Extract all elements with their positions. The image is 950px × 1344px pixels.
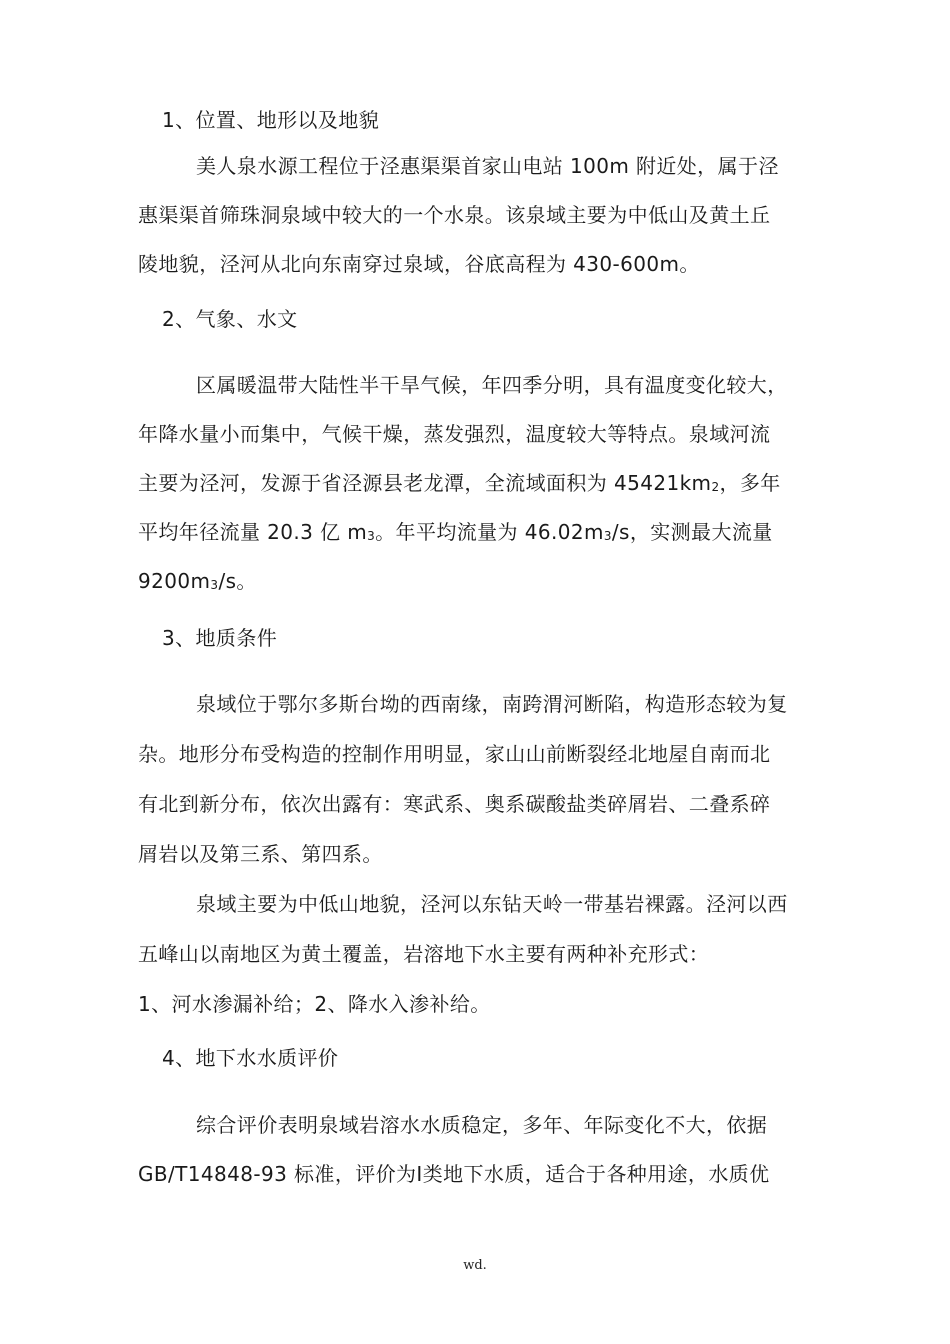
- section-heading-climate: 2、气象、水文: [162, 307, 298, 331]
- paragraph-line: 五峰山以南地区为黄土覆盖，岩溶地下水主要有两种补充形式：: [138, 942, 710, 966]
- section-heading-location: 1、位置、地形以及地貌: [162, 108, 380, 132]
- paragraph-line: 杂。地形分布受构造的控制作用明显，家山山前断裂经北地屋自南而北: [138, 742, 771, 766]
- paragraph-line: GB/T14848-93 标准，评价为Ⅰ类地下水质，适合于各种用途，水质优: [138, 1162, 770, 1186]
- paragraph-line: 泉域位于鄂尔多斯台坳的西南缘，南跨渭河断陷，构造形态较为复: [196, 692, 788, 716]
- paragraph-line: 美人泉水源工程位于泾惠渠渠首家山电站 100m 附近处，属于泾: [196, 154, 779, 178]
- paragraph-line: 屑岩以及第三系、第四系。: [138, 842, 383, 866]
- paragraph-line: 区属暖温带大陆性半干旱气候，年四季分明，具有温度变化较大，: [196, 373, 788, 397]
- paragraph-line: 主要为泾河，发源于省泾源县老龙潭，全流域面积为 $45421km_2$，多年: [138, 471, 781, 495]
- paragraph-line: 平均年径流量 20.3 亿 $m_3$。年平均流量为 $46.02m_3/s$，实测最大流量: [138, 520, 773, 544]
- paragraph-line: 年降水量小而集中，气候干燥，蒸发强烈，温度较大等特点。泉域河流: [138, 422, 771, 446]
- paragraph-line: 有北到新分布，依次出露有：寒武系、奥系碳酸盐类碎屑岩、二叠系碎: [138, 792, 771, 816]
- paragraph-line: 泉域主要为中低山地貌，泾河以东钻天岭一带基岩裸露。泾河以西: [196, 892, 788, 916]
- paragraph-line: 综合评价表明泉域岩溶水水质稳定，多年、年际变化不大，依据: [196, 1113, 768, 1137]
- paragraph-line: 1、河水渗漏补给；2、降水入渗补给。: [138, 992, 491, 1016]
- paragraph-line: 陵地貌，泾河从北向东南穿过泉域，谷底高程为 430-600m。: [138, 252, 700, 276]
- section-heading-water-quality: 4、地下水水质评价: [162, 1046, 339, 1070]
- paragraph-line: $9200m_3/s$。: [138, 569, 257, 593]
- paragraph-line: 惠渠渠首筛珠洞泉域中较大的一个水泉。该泉域主要为中低山及黄土丘: [138, 203, 771, 227]
- page-footer: wd.: [463, 1258, 487, 1273]
- section-heading-geology: 3、地质条件: [162, 626, 278, 650]
